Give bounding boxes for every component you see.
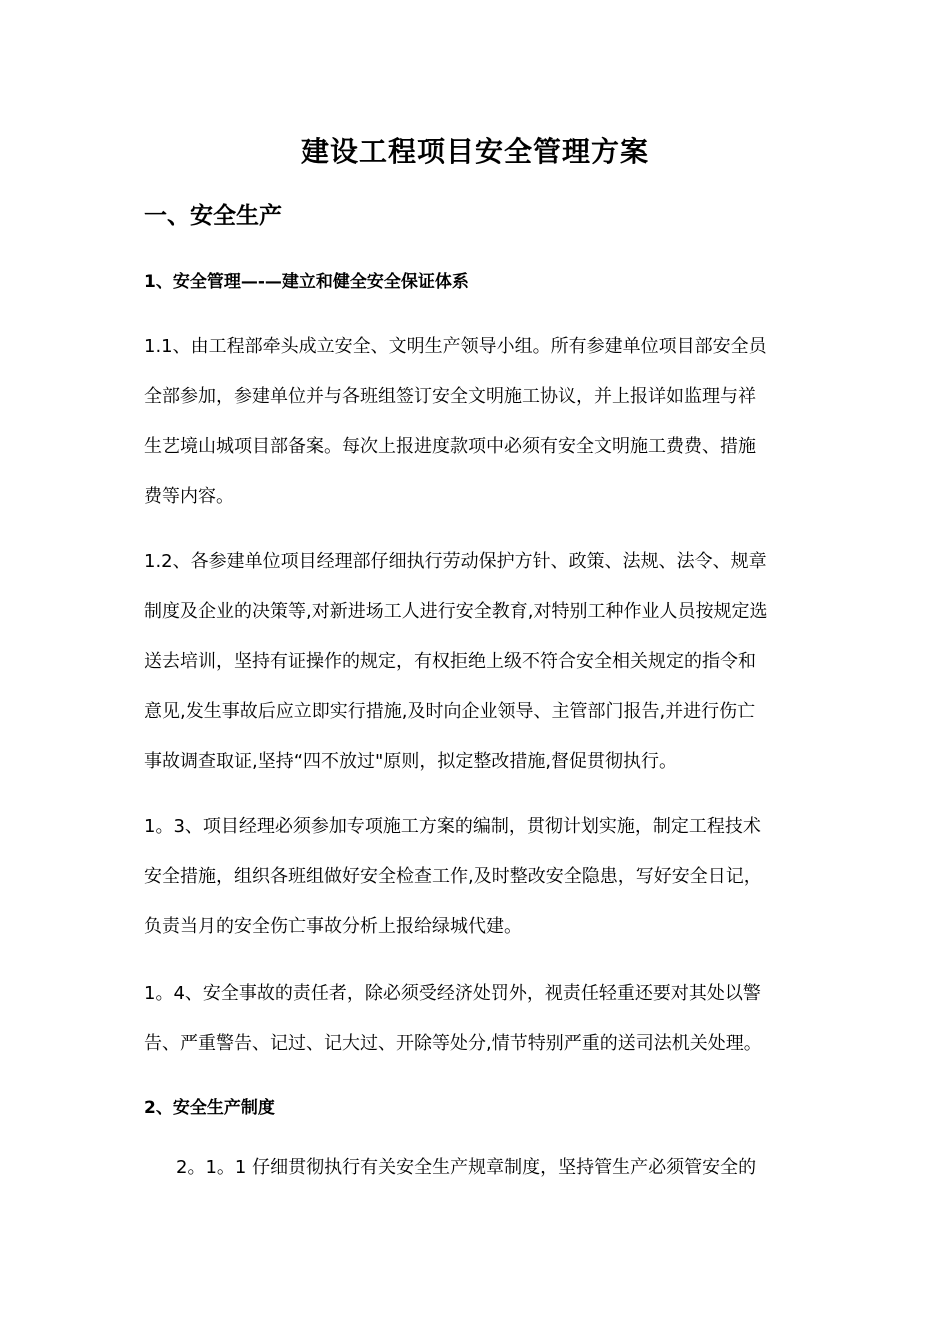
text-line: 安全措施，组织各班组做好安全检查工作,及时整改安全隐患，写好安全日记， [144,866,762,887]
text-line: 生艺境山城项目部备案。每次上报进度款项中必须有安全文明施工费费、措施 [144,436,756,457]
text-line: 1。4、安全事故的责任者，除必须受经济处罚外，视责任轻重还要对其处以警 [144,983,761,1004]
subsection-heading-safety-management: 1、安全管理—-—建立和健全安全保证体系 [144,272,469,292]
text-line: 负责当月的安全伤亡事故分析上报给绿城代建。 [144,916,522,937]
text-line: 1.2、各参建单位项目经理部仔细执行劳动保护方针、政策、法规、法令、规章 [144,551,767,572]
text-line: 1。3、项目经理必须参加专项施工方案的编制，贯彻计划实施，制定工程技术 [144,816,761,837]
section-heading-safety-production: 一、安全生产 [144,203,282,229]
text-line: 意见,发生事故后应立即实行措施,及时向企业领导、主管部门报告,并进行伤亡 [144,701,756,722]
text-line: 送去培训，坚持有证操作的规定，有权拒绝上级不符合安全相关规定的指令和 [144,651,756,672]
paragraph-1-4 [144,969,809,1069]
document-title: 建设工程项目安全管理方案 [300,135,649,168]
text-line: 2。1。1 仔细贯彻执行有关安全生产规章制度，坚持管生产必须管安全的 [176,1157,757,1178]
text-line: 制度及企业的决策等,对新进场工人进行安全教育,对特别工种作业人员按规定选 [144,601,768,622]
subsection-heading-safety-system: 2、安全生产制度 [144,1098,275,1118]
text-line: 全部参加，参建单位并与各班组签订安全文明施工协议，并上报详如监理与祥 [144,386,756,407]
paragraph-1-3 [144,802,809,952]
paragraph-1-2 [144,537,809,787]
text-line: 告、严重警告、记过、记大过、开除等处分,情节特别严重的送司法机关处理。 [144,1033,762,1054]
text-line: 1.1、由工程部牵头成立安全、文明生产领导小组。所有参建单位项目部安全员 [144,336,767,357]
text-line: 事故调查取证,坚持“四不放过"原则，拟定整改措施,督促贯彻执行。 [144,751,678,772]
text-line: 费等内容。 [144,486,234,507]
paragraph-2-1-1 [176,1143,816,1193]
paragraph-1-1 [144,322,809,522]
